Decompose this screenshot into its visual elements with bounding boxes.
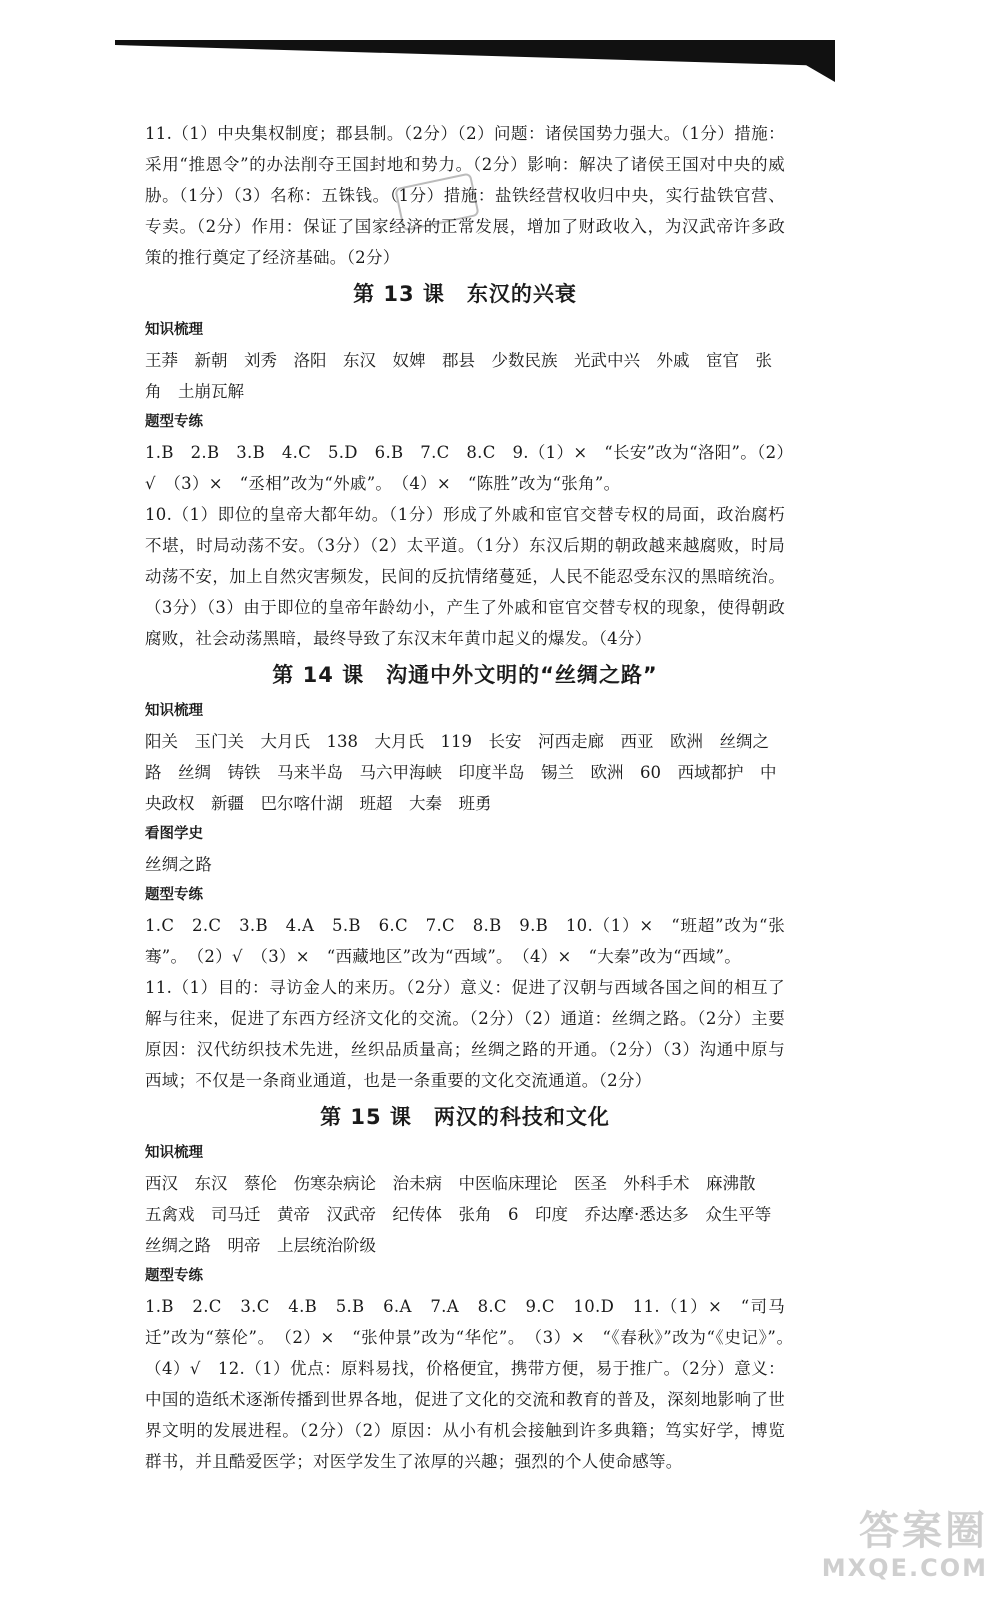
lesson14-q11: 11.（1）目的：寻访金人的来历。（2分）意义：促进了汉朝与西域各国之间的相互了解与往来，促进了东西方经济文化的交流。（2分）（2）通道：丝绸之路。（2分）主要原因：汉代纺织技术先进，丝织品质量高；丝绸之路的开通。（2分）（3）沟通中原与西域；不仅是一条商业通道，也是一条重要的文化交流通道。（2分）	[145, 978, 785, 1090]
lesson13-sub-practice: 题型专练	[145, 414, 203, 430]
lesson15-sub-knowledge: 知识梳理	[145, 1145, 203, 1161]
lesson13-title: 第 13 课 东汉的兴衰	[353, 282, 577, 306]
lesson14-terms: 阳关 玉门关 大月氏 138 大月氏 119 长安 河西走廊 西亚 欧洲 丝绸之路 丝绸 铸铁 马来半岛 马六甲海峡 印度半岛 锡兰 欧洲 60 西域都护 中央政权 新疆 巴尔喀什湖 班超 大秦 班勇	[145, 732, 777, 813]
lesson14-picture-answer: 丝绸之路	[145, 855, 213, 874]
lesson15-answers: 1.B 2.C 3.C 4.B 5.B 6.A 7.A 8.C 9.C 10.D 11.（1）× “司马迁”改为“蔡伦”。 （2）× “张仲景”改为“华佗”。 （3）× “《春秋》”改为“《史记》”。 （4）√ 12.（1）优点：原料易找，价格便宜，携带方便，易于推广。（2分）意义：中国的造纸术逐渐传播到世界各地，促进了文化的交流和教育的普及，深刻地影响了世界文明的发展进程。（2分）（2）原因：从小有机会接触到许多典籍；笃实好学，博览群书，并且酷爱医学；对医学发生了浓厚的兴趣；强烈的个人使命感等。	[145, 1297, 802, 1471]
lesson14-sub-knowledge: 知识梳理	[145, 703, 203, 719]
lesson13-q10: 10.（1）即位的皇帝大都年幼。（1分）形成了外戚和宦官交替专权的局面，政治腐朽不堪，时局动荡不安。（3分）（2）太平道。（1分）东汉后期的朝政越来越腐败，时局动荡不安，加上自然灾害频发，民间的反抗情绪蔓延，人民不能忍受东汉的黑暗统治。（3分）（3）由于即位的皇帝年龄幼小，产生了外戚和宦官交替专权的现象，使得朝政腐败，社会动荡黑暗，最终导致了东汉末年黄巾起义的爆发。（4分）	[145, 505, 785, 648]
watermark-logo	[778, 1508, 988, 1588]
answer-content	[145, 118, 802, 1477]
lesson13-answers: 1.B 2.B 3.B 4.C 5.D 6.B 7.C 8.C 9.（1）× “长安”改为“洛阳”。（2）√ （3）× “丞相”改为“外戚”。 （4）× “陈胜”改为“张角”。	[145, 443, 785, 493]
lesson15-sub-practice: 题型专练	[145, 1268, 203, 1284]
watermark-line1: 答案圈	[859, 1508, 988, 1554]
page-header-bar	[115, 40, 835, 82]
lesson13-terms: 王莽 新朝 刘秀 洛阳 东汉 奴婢 郡县 少数民族 光武中兴 外戚 宦官 张角 土崩瓦解	[145, 351, 772, 401]
lesson14-title: 第 14 课 沟通中外文明的“丝绸之路”	[272, 663, 658, 687]
lesson15-title: 第 15 课 两汉的科技和文化	[320, 1105, 610, 1129]
lesson14-answers: 1.C 2.C 3.B 4.A 5.B 6.C 7.C 8.B 9.B 10.（1）× “班超”改为“张骞”。 （2）√ （3）× “西藏地区”改为“西域”。 （4）× “大秦”改为“西域”。	[145, 916, 785, 966]
watermark-line2: MXQE.COM	[821, 1554, 988, 1582]
lesson14-sub-practice: 题型专练	[145, 887, 203, 903]
lesson12-q11: 11.（1）中央集权制度；郡县制。（2分）（2）问题：诸侯国势力强大。（1分）措施：采用“推恩令”的办法削夺王国封地和势力。（2分）影响：解决了诸侯王国对中央的威胁。（1分）（3）名称：五铢钱。（1分）措施：盐铁经营权收归中央，实行盐铁官营、专卖。（2分）作用：保证了国家经济的正常发展，增加了财政收入，为汉武帝许多政策的推行奠定了经济基础。（2分）	[145, 124, 785, 267]
lesson14-sub-picture: 看图学史	[145, 826, 203, 842]
lesson13-sub-knowledge: 知识梳理	[145, 322, 203, 338]
lesson15-terms: 西汉 东汉 蔡伦 伤寒杂病论 治未病 中医临床理论 医圣 外科手术 麻沸散 五禽戏 司马迁 黄帝 汉武帝 纪传体 张角 6 印度 乔达摩·悉达多 众生平等 丝绸之路 明帝 上层统治阶级	[145, 1174, 788, 1255]
